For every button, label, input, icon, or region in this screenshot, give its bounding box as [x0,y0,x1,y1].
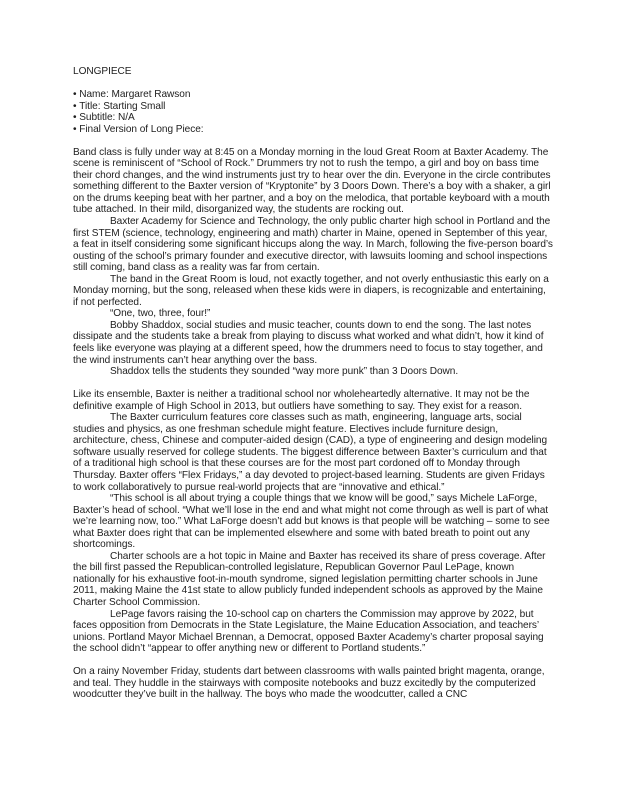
section-band-class [73,147,553,378]
paragraph: The band in the Great Room is loud, not exactly together, and not overly enthusiastic this early on a Monday morning, but the song, released when these kids were in diapers, is recognizable and entertaining, if not perfected. [73,273,549,308]
meta-name: • Name: Margaret Rawson [73,89,553,101]
metadata-list [73,89,553,135]
paragraph: LePage favors raising the 10-school cap on charters the Commission may approve by 2022, but faces opposition from Democrats in the State Legislature, the Maine Education Association, and teachers’ unions. Portland Mayor Michael Brennan, a Democrat, opposed Baxter Academy’s charter proposal saying the school didn’t “appear to offer anything new or different to Portland students.” [73,608,544,655]
meta-subtitle: • Subtitle: N/A [73,112,553,124]
paragraph: The Baxter curriculum features core classes such as math, engineering, language arts, social studies and physics, as one freshman schedule might feature. Electives include furniture design, architecture, chess, Chinese and computer-aided design (CAD), a type of engineering and design modeling software usually reserved for college students. The biggest difference between Baxter’s curriculum and that of a traditional high school is that these courses are for the most part cordoned off to Monday through Thursday. Baxter offers “Flex Fridays,” a day devoted to project-based learning. Students are given Fridays to work collaboratively to pursue real-world projects that are “innovative and ethical.” [73,412,548,493]
section-november-friday [73,666,553,701]
paragraph: Band class is fully under way at 8:45 on a Monday morning in the loud Great Room at Baxter Academy. The scene is reminiscent of “School of Rock.” Drummers try not to rush the tempo, a girl and boy on bass time their chord changes, and the wind instruments just try to hear over the din. Everyone in the circle contributes something different to the Baxter version of “Kryptonite” by 3 Doors Down. There’s a boy with a shaker, a girl on the drums keeping beat with her partner, and a boy on the melodica, that portable keyboard with a mouth tube attached. In their mild, disorganized way, the students are rocking out. [73,146,551,216]
paragraph: Shaddox tells the students they sounded “way more punk” than 3 Doors Down. [110,366,459,378]
paragraph: Baxter Academy for Science and Technology, the only public charter high school in Portland and the first STEM (science, technology, engineering and math) charter in Maine, opened in September of this year, a feat in itself considering some significant hiccups along the way. In March, following the five-person board’s ousting of the school’s primary founder and executive director, with lawsuits looming and school inspections still coming, band class as a reality was far from certain. [73,216,553,274]
paragraph: “One, two, three, four!” [110,308,211,320]
meta-final-version: • Final Version of Long Piece: [73,124,553,136]
paragraph: “This school is all about trying a couple things that we know will be good,” says Michele LaForge, Baxter’s head of school. “What we’ll lose in the end and what might not come through as well is part of what we’re learning now, too.” What LaForge doesn’t add but knows is that people will be watching – some to see what Baxter does right that can be implemented elsewhere and some with bated breath to point out any shortcomings. [73,493,550,551]
paragraph: Bobby Shaddox, social studies and music teacher, counts down to end the song. The last notes dissipate and the students take a break from playing to discuss what worked and what didn’t, how it kind of feels like everyone was playing at a different speed, how the drummers need to focus to stay together, and the wind instruments can’t hear anything over the bass. [73,319,544,366]
meta-title: • Title: Starting Small [73,101,553,113]
paragraph: Charter schools are a hot topic in Maine and Baxter has received its share of press coverage. After the bill first passed the Republican-controlled legislature, Republican Governor Paul LePage, known nationally for his exhaustive foot-in-mouth syndrome, signed legislation permitting charter schools in June 2011, making Maine the 41st state to allow publicly funded independent schools as approved by the Maine Charter School Commission. [73,550,546,609]
paragraph: Like its ensemble, Baxter is neither a traditional school nor wholeheartedly alternative. It may not be the definitive example of High School in 2013, but outliers have something to say. They exist for a reason. [73,389,530,412]
document-heading: LONGPIECE [73,66,132,77]
section-curriculum [73,389,553,655]
document-page [73,66,553,712]
paragraph: On a rainy November Friday, students dart between classrooms with walls painted bright magenta, orange, and teal. They huddle in the stairways with composite notebooks and buzz excitedly by the computerized woodcutter they’ve built in the hallway. The boys who made the woodcutter, called a CNC [73,666,545,701]
